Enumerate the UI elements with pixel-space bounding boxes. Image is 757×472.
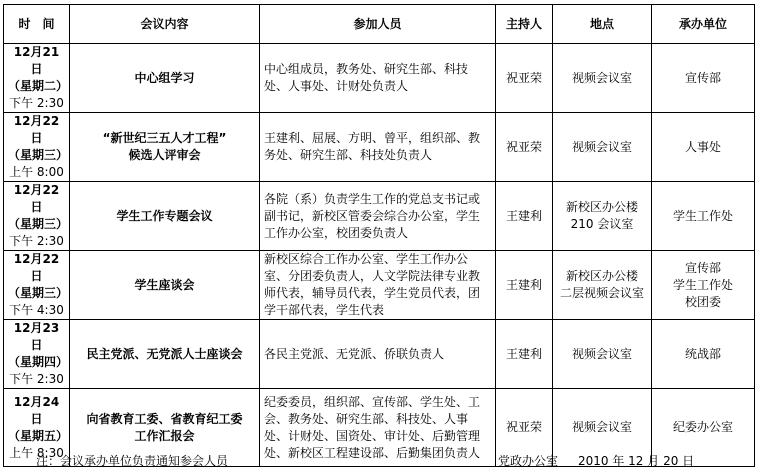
footer-office: 党政办公室 — [498, 454, 559, 468]
place-line: 视频会议室 — [571, 70, 632, 85]
meeting-schedule-table — [3, 4, 755, 467]
cell-place — [553, 113, 652, 182]
topic-line: 中心组学习 — [134, 70, 195, 85]
time-weekday: （星期三） — [8, 148, 69, 162]
topic-line: 候选人评审会 — [128, 148, 201, 162]
place-line: 210 会议室 — [570, 217, 634, 231]
cell-organizer — [652, 44, 755, 113]
time-date: 12月23日 — [13, 321, 60, 352]
cell-attendees: 中心组成员，教务处、研究生部、科技处、人事处、计财处负责人 — [260, 44, 496, 113]
topic-line: 向省教育工委、省教育纪工委 — [86, 411, 243, 426]
cell-host: 王建利 — [496, 182, 553, 251]
organizer-line: 宣传部 — [684, 260, 721, 275]
cell-place — [553, 182, 652, 251]
topic-line: “新世纪三五人才工程” — [102, 131, 227, 145]
cell-time — [4, 320, 70, 389]
cell-time — [4, 182, 70, 251]
cell-attendees: 新校区综合工作办公室、学生工作办公室、分团委负责人，人文学院法律专业教师代表，辅导员代表，学生党员代表，团学干部代表，学生代表 — [260, 251, 496, 320]
time-weekday: （星期三） — [8, 217, 69, 231]
time-date: 12月24日 — [13, 394, 60, 426]
time-date: 12月22日 — [13, 183, 60, 214]
cell-organizer — [652, 113, 755, 182]
time-weekday: （星期三） — [8, 286, 69, 300]
cell-host: 王建利 — [496, 251, 553, 320]
header-place: 地点 — [553, 5, 652, 44]
footer — [0, 452, 757, 470]
time-time: 下午 4:30 — [9, 303, 64, 317]
cell-organizer — [652, 320, 755, 389]
cell-topic — [70, 251, 260, 320]
cell-topic — [70, 320, 260, 389]
cell-organizer — [652, 251, 755, 320]
time-weekday: （星期四） — [8, 355, 69, 369]
time-date: 12月21日 — [13, 45, 60, 76]
table-row — [4, 113, 755, 182]
cell-host: 王建利 — [496, 320, 553, 389]
header-organizer: 承办单位 — [652, 5, 755, 44]
footer-note: 注：会议承办单位负责通知参会人员 — [36, 454, 229, 468]
table-row — [4, 320, 755, 389]
footer-date: 2010 年 12 月 20 日 — [578, 454, 695, 468]
place-line: 视频会议室 — [571, 420, 632, 434]
place-line: 二层视频会议室 — [559, 286, 644, 300]
time-time: 下午 2:30 — [9, 96, 64, 110]
organizer-line: 学生工作处 — [672, 208, 733, 223]
cell-attendees: 纪委委员，组织部、宣传部、学生处、工会、教务处、研究生部、科技处、人事处、计财处、国资处、审计处、后勤管理处、新校区工程建设部、后勤集团负责人 — [260, 389, 496, 467]
cell-attendees: 王建利、屈展、方明、曾平，组织部、教务处、研究生部、科技处负责人 — [260, 113, 496, 182]
time-time: 下午 2:30 — [9, 234, 64, 248]
cell-topic — [70, 182, 260, 251]
organizer-line: 纪委办公室 — [672, 420, 733, 434]
cell-host: 祝亚荣 — [496, 44, 553, 113]
cell-place — [553, 251, 652, 320]
cell-place — [553, 44, 652, 113]
table-row — [4, 44, 755, 113]
organizer-line: 人事处 — [684, 139, 721, 154]
header-attendees: 参加人员 — [260, 5, 496, 44]
organizer-line: 宣传部 — [684, 70, 721, 85]
topic-line: 学生座谈会 — [134, 277, 195, 292]
time-date: 12月22日 — [13, 114, 60, 145]
place-line: 视频会议室 — [571, 346, 632, 361]
place-line: 新校区办公楼 — [565, 269, 638, 283]
header-time: 时 间 — [4, 5, 70, 44]
topic-line: 工作汇报会 — [134, 428, 195, 443]
time-time: 下午 2:30 — [9, 372, 64, 386]
cell-attendees: 各民主党派、无党派、侨联负责人 — [260, 320, 496, 389]
cell-time — [4, 44, 70, 113]
time-time: 上午 8:30 — [9, 445, 64, 460]
topic-line: 民主党派、无党派人士座谈会 — [86, 346, 243, 361]
time-date: 12月22日 — [13, 252, 60, 283]
cell-host: 祝亚荣 — [496, 113, 553, 182]
organizer-line: 校团委 — [684, 294, 721, 309]
place-line: 视频会议室 — [571, 139, 632, 154]
cell-place — [553, 320, 652, 389]
time-weekday: （星期五） — [8, 428, 69, 443]
cell-topic — [70, 44, 260, 113]
organizer-line: 学生工作处 — [672, 277, 733, 292]
cell-time — [4, 113, 70, 182]
header-host: 主持人 — [496, 5, 553, 44]
table-row — [4, 182, 755, 251]
place-line: 新校区办公楼 — [565, 200, 638, 214]
cell-topic — [70, 113, 260, 182]
cell-host: 祝亚荣 — [496, 389, 553, 467]
cell-time — [4, 251, 70, 320]
organizer-line: 统战部 — [684, 346, 721, 361]
time-weekday: （星期二） — [8, 79, 69, 93]
cell-attendees: 各院（系）负责学生工作的党总支书记或副书记，新校区管委会综合办公室，学生工作办公室，校团委负责人 — [260, 182, 496, 251]
cell-organizer — [652, 182, 755, 251]
topic-line: 学生工作专题会议 — [116, 208, 213, 223]
table-row — [4, 251, 755, 320]
header-topic: 会议内容 — [70, 5, 260, 44]
header-row — [4, 5, 755, 44]
time-time: 上午 8:00 — [9, 165, 64, 179]
